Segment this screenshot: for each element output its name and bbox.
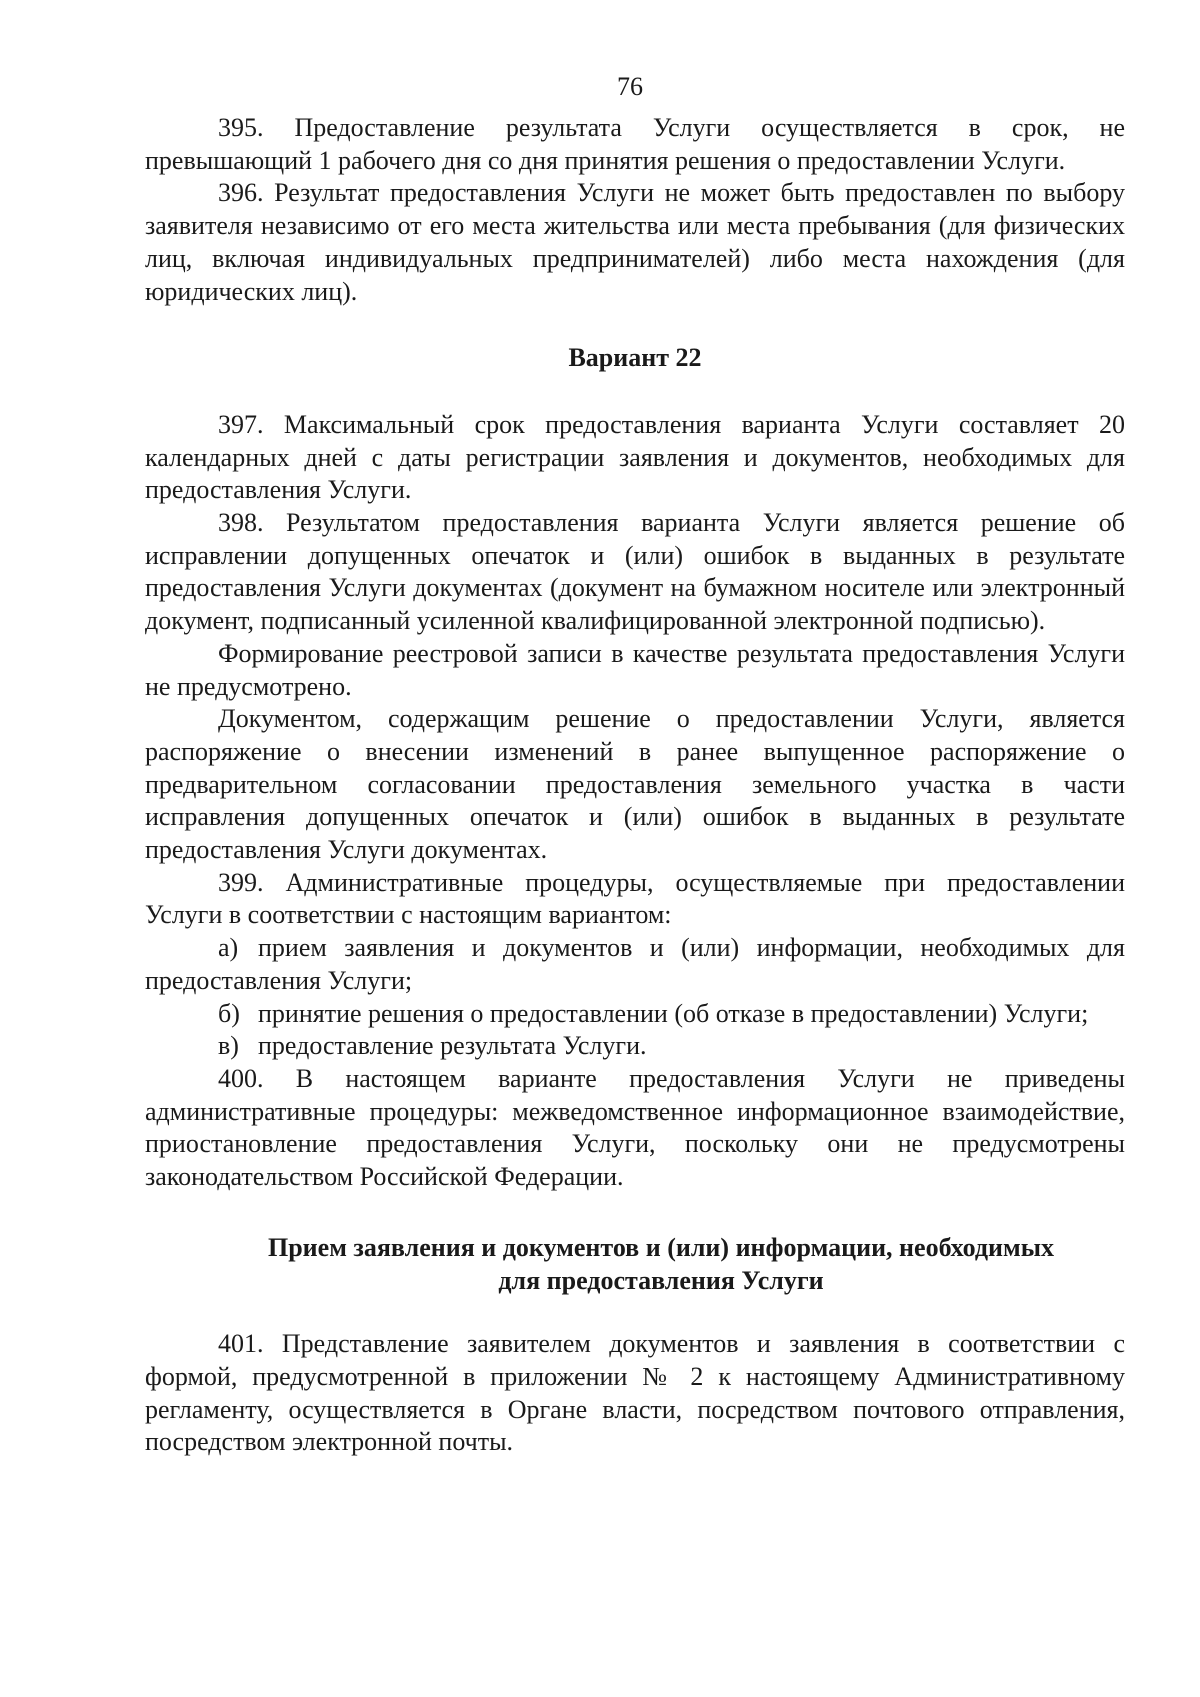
procedure-text: прием заявления и документов и (или) информации, необходимых для предоставления Услуги;	[145, 933, 1125, 995]
procedure-text: предоставление результата Услуги.	[258, 1031, 647, 1061]
paragraph-decision-document: Документом, содержащим решение о предоставлении Услуги, является распоряжение о внесении изменений в ранее выпущенное распоряжение о предварительном согласовании предоставления земельного участка в части исправления допущенных опечаток и (или) ошибок в выданных в результате предоставления Услуги документах.	[145, 704, 1125, 865]
paragraph-400: 400. В настоящем варианте предоставления Услуги не приведены административные процедуры: межведомственное информационное взаимодействие, приостановление предоставления Услуги, поскольку они не предусмотрены законодательством Российской Федерации.	[145, 1063, 1125, 1192]
procedure-marker: в)	[218, 1031, 239, 1061]
document-body	[145, 112, 1125, 1459]
procedure-item-a	[145, 932, 1125, 997]
variant-heading: Вариант 22	[568, 343, 702, 373]
procedure-marker: б)	[218, 998, 240, 1028]
section-heading	[145, 1232, 1125, 1297]
section-heading-line-2: для предоставления Услуги	[498, 1265, 824, 1295]
procedure-item-b	[145, 998, 1125, 1031]
procedure-marker: а)	[218, 933, 239, 963]
procedure-item-v	[145, 1030, 1125, 1063]
paragraph-396: 396. Результат предоставления Услуги не может быть предоставлен по выбору заявителя независимо от его места жительства или места пребывания (для физических лиц, включая индивидуальных предпринимателей) либо места нахождения (для юридических лиц).	[145, 178, 1125, 306]
paragraph-401: 401. Представление заявителем документов и заявления в соответствии с формой, предусмотренной в приложении № 2 к настоящему Административному регламенту, осуществляется в Органе власти, посредством почтового отправления, посредством электронной почты.	[145, 1329, 1125, 1457]
paragraph-registry-record: Формирование реестровой записи в качестве результата предоставления Услуги не предусмотрено.	[145, 638, 1125, 701]
paragraph-398: 398. Результатом предоставления варианта Услуги является решение об исправлении допущенных опечаток и (или) ошибок в выданных в результате предоставления Услуги документах (документ на бумажном носителе или электронный документ, подписанный усиленной квалифицированной электронной подписью).	[145, 508, 1125, 636]
paragraph-397: 397. Максимальный срок предоставления варианта Услуги составляет 20 календарных дней с даты регистрации заявления и документов, необходимых для предоставления Услуги.	[145, 409, 1125, 505]
page-number: 76	[617, 72, 643, 101]
paragraph-399: 399. Административные процедуры, осуществляемые при предоставлении Услуги в соответствии с настоящим вариантом:	[145, 867, 1125, 930]
procedure-text: принятие решения о предоставлении (об отказе в предоставлении) Услуги;	[258, 998, 1089, 1028]
section-heading-line-1: Прием заявления и документов и (или) информации, необходимых	[267, 1232, 1054, 1262]
paragraph-395: 395. Предоставление результата Услуги осуществляется в срок, не превышающий 1 рабочего дня со дня принятия решения о предоставлении Услуги.	[145, 113, 1125, 175]
